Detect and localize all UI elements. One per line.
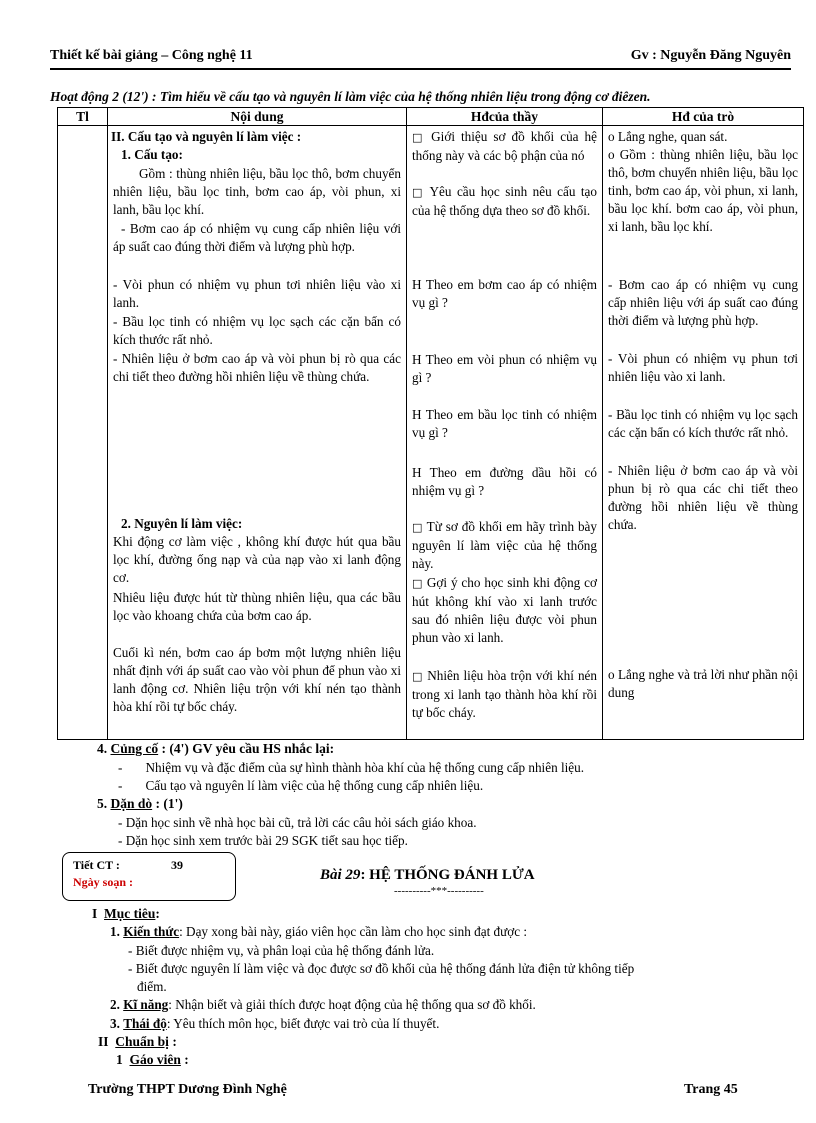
header-rule: [50, 68, 791, 70]
skill-line: 2. Kĩ năng: Nhận biết và giải thích được hoạt động của hệ thống qua sơ đồ khối.: [110, 997, 536, 1012]
table-header-row: [58, 108, 804, 126]
student-activity: - Bơm cao áp có nhiệm vụ cung cấp nhiên liệu với áp suất cao đúng thời điểm và lượng phù hợp.: [608, 277, 798, 328]
lesson-table: [57, 107, 804, 740]
teacher-activity: □ Gợi ý cho học sinh khi động cơ hút không khí vào xi lanh trước sau đó nhiên liệu được vòi phun phun vào xi lanh.: [412, 575, 597, 645]
sub-heading-structure: 1. Cấu tạo:: [121, 147, 183, 162]
student-activity: - Nhiên liệu ở bơm cao áp và vòi phun bị rò qua các chi tiết theo đường hồi nhiên liệu về thùng chứa.: [608, 463, 798, 532]
content-cell: [108, 126, 407, 740]
checkbox-icon: □: [412, 131, 426, 144]
footer-page-number: Trang 45: [684, 1082, 738, 1097]
col-header-content: Nội dung: [108, 108, 407, 126]
sub-heading-principle: 2. Nguyên lí làm việc:: [121, 516, 243, 531]
objectives-heading: I Mục tiêu:: [92, 906, 160, 921]
list-item: - Dặn học sinh xem trước bài 29 SGK tiết sau học tiếp.: [118, 833, 408, 848]
content-paragraph: Gồm : thùng nhiên liệu, bầu lọc thô, bơm chuyển nhiên liệu, bầu lọc tinh, bơm cao áp, vòi phun, xi lanh, bầu lọc khí.: [113, 166, 401, 217]
checkbox-icon: □: [412, 577, 423, 590]
teacher-activity: □ Nhiên liệu hòa trộn với khí nén trong xi lanh tạo thành hòa khí rồi tự bốc cháy.: [412, 668, 597, 720]
knowledge-line: 1. Kiến thức: Dạy xong bài này, giáo viên học cần làm cho học sinh đạt được :: [110, 924, 528, 939]
circle-bullet-icon: o: [608, 667, 615, 682]
content-paragraph: - Nhiên liệu ở bơm cao áp và vòi phun bị rò qua các chi tiết theo đường hồi nhiên liệu về thùng chứa.: [113, 351, 401, 384]
list-item: - Cấu tạo và nguyên lí làm việc của hệ thống cung cấp nhiên liệu.: [118, 778, 484, 793]
lesson-title: Bài 29: HỆ THỐNG ĐÁNH LỬA: [320, 867, 535, 883]
teacher-question: H Theo em đường dầu hồi có nhiệm vụ gì ?: [412, 465, 597, 498]
student-activity: - Bầu lọc tinh có nhiệm vụ lọc sạch các cặn bẩn có kích thước rất nhỏ.: [608, 407, 798, 440]
homework-heading: 5. Dặn dò : (1'): [97, 796, 183, 811]
attitude-line: 3. Thái độ: Yêu thích môn học, biết được vai trò của lí thuyết.: [110, 1016, 440, 1031]
student-activity: o Lắng nghe và trả lời như phần nội dung: [608, 667, 798, 700]
circle-bullet-icon: o: [608, 129, 615, 144]
consolidate-heading: 4. Củng cố : (4') GV yêu cầu HS nhắc lại:: [97, 741, 335, 756]
content-paragraph: - Vòi phun có nhiệm vụ phun tơi nhiên liệu vào xi lanh.: [113, 277, 401, 310]
knowledge-item: - Biết được nhiệm vụ, và phân loại của hệ thống đánh lửa.: [128, 943, 435, 958]
header-right: Gv : Nguyễn Đăng Nguyên: [630, 48, 791, 63]
content-paragraph: Khi động cơ làm việc , không khí được hút qua bầu lọc khí, đường ống nạp và của nạp vào xi lanh động cơ.: [113, 534, 401, 585]
header-left: Thiết kế bài giảng – Công nghệ 11: [50, 48, 253, 63]
circle-bullet-icon: o: [608, 147, 615, 162]
activity-title: Hoạt động 2 (12') : Tìm hiểu về cấu tạo và nguyên lí làm việc của hệ thống nhiên liệu trong động cơ điêzen.: [50, 89, 651, 104]
time-cell: [58, 126, 108, 740]
page-header: [50, 48, 791, 64]
student-activity: - Vòi phun có nhiệm vụ phun tơi nhiên liệu vào xi lanh.: [608, 351, 798, 384]
teacher-activity: □ Giới thiệu sơ đồ khối của hệ thống này và các bộ phận của nó: [412, 129, 597, 163]
teacher-question: H Theo em bơm cao áp có nhiệm vụ gì ?: [412, 277, 597, 310]
student-activity: o Lắng nghe, quan sát.: [608, 129, 728, 144]
section-title: II. Cấu tạo và nguyên lí làm việc :: [111, 129, 302, 144]
content-paragraph: Cuối kì nén, bơm cao áp bơm một lượng nhiên liệu nhất định với áp suất cao vào vòi phun để phun vào xi lanh động cơ. Nhiên liệu trộn với khí nén tạo thành hòa khí rồi tự bốc cháy.: [113, 645, 401, 714]
knowledge-item-cont: điểm.: [137, 979, 167, 994]
list-item: - Nhiệm vụ và đặc điểm của sự hình thành hòa khí của hệ thống cung cấp nhiên liệu.: [118, 760, 585, 775]
teacher-activity: □ Yêu cầu học sinh nêu cấu tạo của hệ thống dựa theo sơ đồ khối.: [412, 184, 597, 218]
prep-teacher-heading: 1 Gáo viên :: [116, 1052, 189, 1067]
content-paragraph: - Bầu lọc tinh có nhiệm vụ lọc sạch các cặn bẩn có kích thước rất nhỏ.: [113, 314, 401, 347]
lesson-info-box: [62, 852, 236, 901]
date-label: Ngày soạn :: [73, 875, 134, 889]
teacher-question: H Theo em vòi phun có nhiệm vụ gì ?: [412, 352, 597, 385]
content-paragraph: - Bơm cao áp có nhiệm vụ cung cấp nhiên liệu với áp suất cao đúng thời điểm và lượng phù hợp.: [113, 221, 401, 254]
prep-heading: II Chuẩn bị :: [98, 1034, 177, 1049]
list-item: - Dặn học sinh về nhà học bài cũ, trả lời các câu hỏi sách giáo khoa.: [118, 815, 477, 830]
teacher-question: H Theo em bầu lọc tinh có nhiệm vụ gì ?: [412, 407, 597, 440]
checkbox-icon: □: [412, 186, 425, 199]
col-header-teacher: Hđcủa thầy: [407, 108, 603, 126]
title-separator: ----------***----------: [394, 885, 484, 897]
teacher-cell: [407, 126, 603, 740]
period-value: 39: [171, 858, 183, 872]
checkbox-icon: □: [412, 521, 423, 534]
student-activity: o Gồm : thùng nhiên liệu, bầu lọc thô, bơm chuyển nhiên liệu, bầu lọc tinh, bơm cao áp, vòi phun, xi lanh, bầu lọc khí. bơm cao áp, vòi phun, xi lanh, bầu lọc khí.: [608, 147, 799, 234]
col-header-student: Hđ của trò: [603, 108, 804, 126]
table-row: [58, 126, 804, 740]
teacher-activity: □ Từ sơ đồ khối em hãy trình bày nguyên lí làm việc của hệ thống này.: [412, 519, 597, 571]
knowledge-item: - Biết được nguyên lí làm việc và đọc được sơ đồ khối của hệ thống đánh lửa điện tử không tiếp: [128, 961, 635, 976]
col-header-time: Tl: [58, 108, 108, 126]
period-label: Tiết CT :: [73, 858, 120, 872]
footer-school: Trường THPT Dương Đình Nghệ: [88, 1082, 287, 1097]
content-paragraph: Nhiêu liệu được hút từ thùng nhiên liệu, qua các bầu lọc vào khoang chứa của bơm cao áp.: [113, 590, 401, 623]
student-cell: [603, 126, 804, 740]
checkbox-icon: □: [412, 670, 424, 683]
